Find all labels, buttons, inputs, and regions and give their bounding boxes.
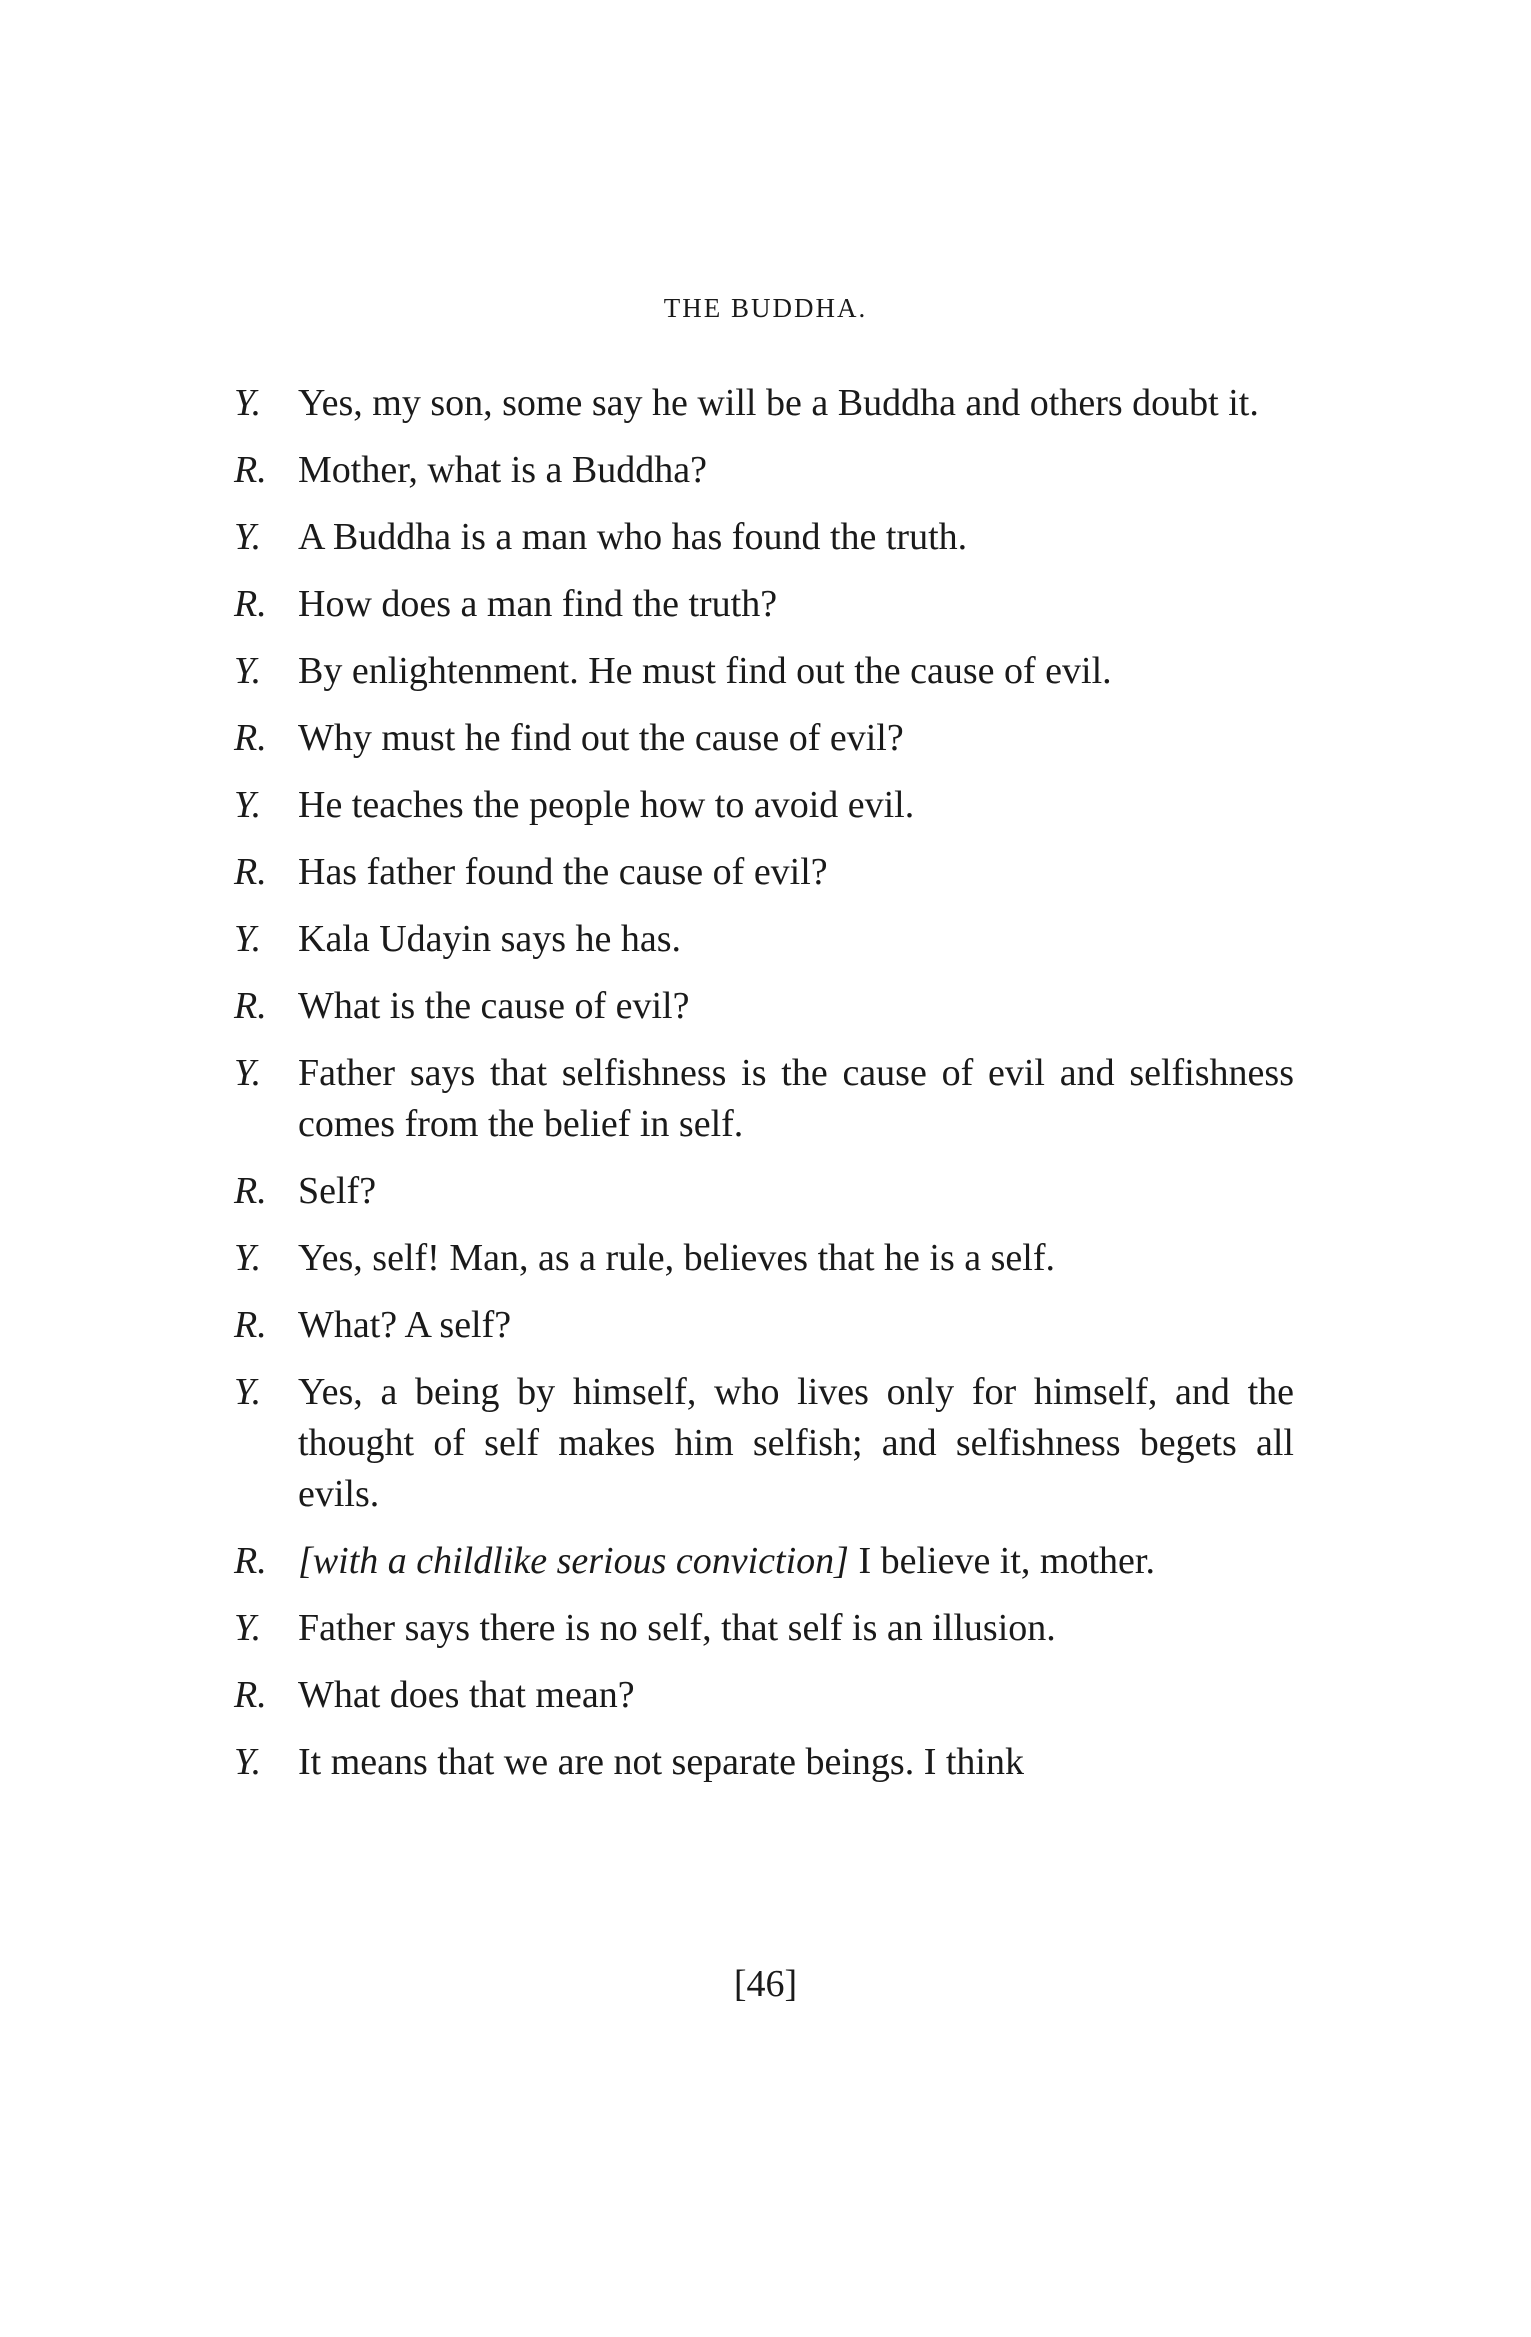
dialogue-text: By enlightenment. He must find out the cause of evil. [298,650,1112,692]
dialogue-text: I believe it, mother. [848,1540,1155,1582]
speaker-label: R. [234,1540,267,1582]
dialogue-text: Mother, what is a Buddha? [298,449,708,491]
dialogue-line [234,914,1294,965]
dialogue-line [234,1166,1294,1217]
dialogue-text: What? A self? [298,1304,512,1346]
dialogue-line [234,847,1294,898]
speaker-label: R. [234,449,267,491]
dialogue-block [234,378,1294,1804]
speaker-label: Y. [234,382,262,424]
speaker-label: Y. [234,650,262,692]
dialogue-line [234,713,1294,764]
dialogue-text: Yes, a being by himself, who lives only for himself, and the thought of self makes him selfish; and selfishness begets all evils. [298,1371,1294,1515]
dialogue-text: Kala Udayin says he has. [298,918,682,960]
speaker-label: Y. [234,1741,262,1783]
speaker-label: R. [234,851,267,893]
speaker-label: R. [234,583,267,625]
dialogue-line [234,1737,1294,1788]
dialogue-text: Father says there is no self, that self is an illusion. [298,1607,1056,1649]
dialogue-text: Self? [298,1170,377,1212]
speaker-label: Y. [234,1371,262,1413]
dialogue-line [234,512,1294,563]
dialogue-line [234,1300,1294,1351]
dialogue-line [234,981,1294,1032]
dialogue-text: Yes, self! Man, as a rule, believes that he is a self. [298,1237,1055,1279]
dialogue-line [234,646,1294,697]
dialogue-line [234,1367,1294,1520]
dialogue-line [234,780,1294,831]
dialogue-text: Father says that selfishness is the cause of evil and selfishness comes from the belief in self. [298,1052,1294,1145]
page-number: [46] [733,1963,798,2005]
dialogue-line [234,445,1294,496]
stage-direction: [with a childlike serious conviction] [298,1540,849,1582]
dialogue-text: What does that mean? [298,1674,635,1716]
dialogue-line [234,1048,1294,1150]
dialogue-text: Has father found the cause of evil? [298,851,828,893]
dialogue-text: How does a man find the truth? [298,583,778,625]
speaker-label: R. [234,985,267,1027]
speaker-label: R. [234,1304,267,1346]
speaker-label: Y. [234,1607,262,1649]
speaker-label: Y. [234,516,262,558]
dialogue-text: Yes, my son, some say he will be a Buddha and others doubt it. [298,382,1259,424]
dialogue-line [234,1603,1294,1654]
running-head: THE BUDDHA. [663,293,868,323]
dialogue-line [234,1233,1294,1284]
speaker-label: R. [234,717,267,759]
speaker-label: R. [234,1170,267,1212]
dialogue-line [234,579,1294,630]
dialogue-text: It means that we are not separate beings. I think [298,1741,1024,1783]
dialogue-text: A Buddha is a man who has found the truth. [298,516,968,558]
dialogue-line [234,1536,1294,1587]
dialogue-line [234,378,1294,429]
speaker-label: Y. [234,1237,262,1279]
dialogue-text: He teaches the people how to avoid evil. [298,784,915,826]
dialogue-line [234,1670,1294,1721]
speaker-label: R. [234,1674,267,1716]
speaker-label: Y. [234,918,262,960]
speaker-label: Y. [234,784,262,826]
dialogue-text: What is the cause of evil? [298,985,690,1027]
dialogue-text: Why must he find out the cause of evil? [298,717,904,759]
speaker-label: Y. [234,1052,262,1094]
